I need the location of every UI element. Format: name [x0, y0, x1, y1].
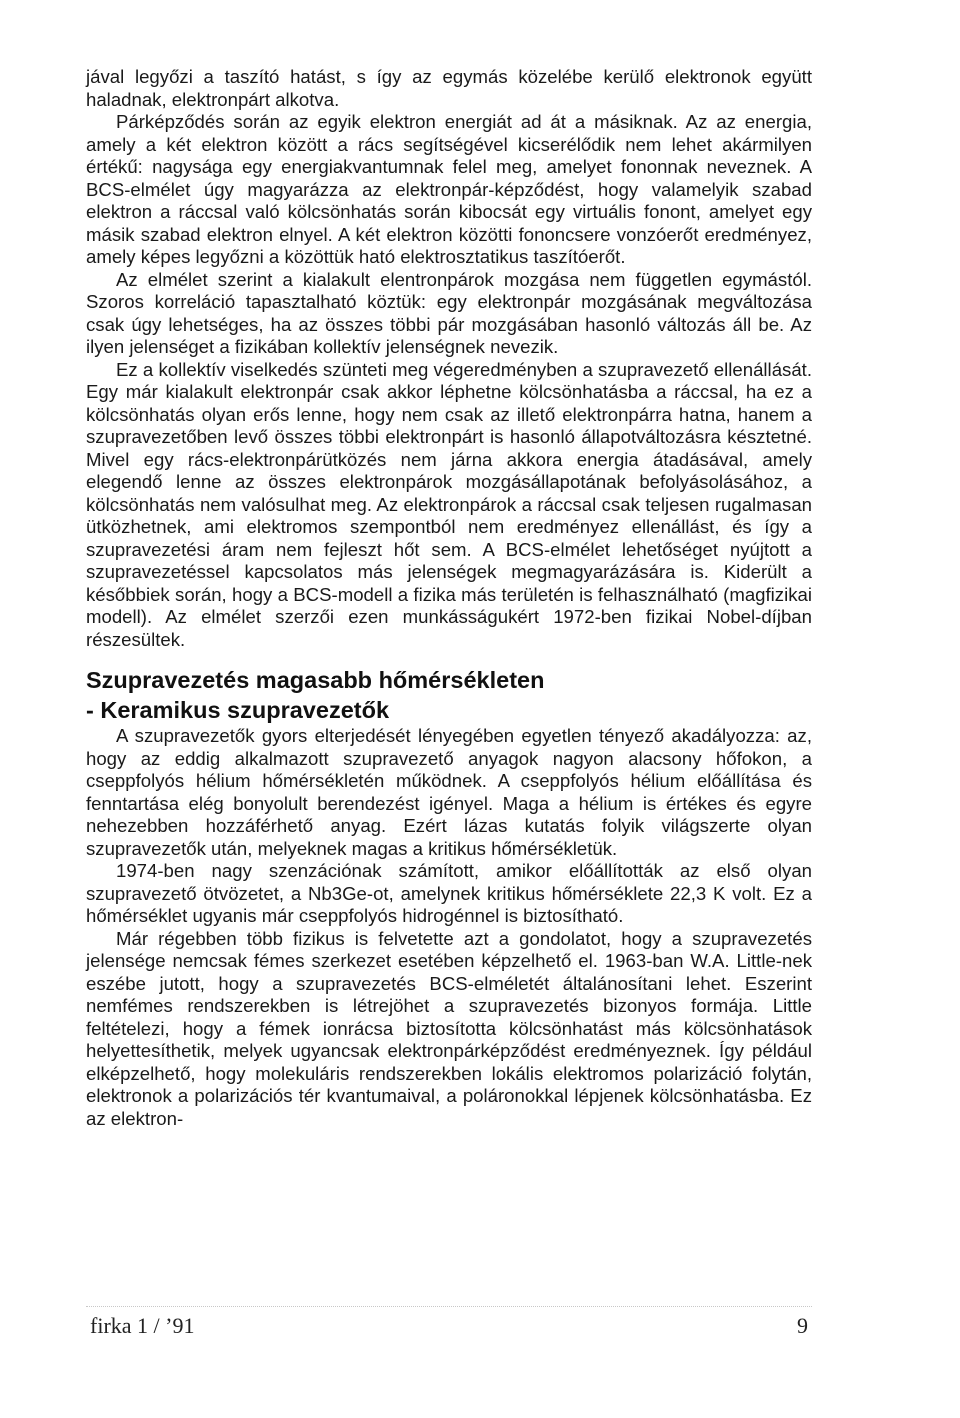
section-heading-line2: - Keramikus szupravezetők	[86, 697, 390, 723]
page-number: 9	[797, 1313, 808, 1338]
page-body	[86, 66, 812, 1130]
paragraph: 1974-ben nagy szenzációnak számított, amikor előállították az első olyan szupravezető ötvözetet, a Nb3Ge-ot, amelynek kritikus hőmérséklete 22,3 K volt. Ez a hőmérséklet ugyanis már cseppfolyós hidrogénnel is biztosítható.	[86, 860, 812, 926]
journal-issue: firka 1 / ’91	[90, 1313, 195, 1338]
paragraph: Az elmélet szerint a kialakult elentronpárok mozgása nem független egymástól. Szoros korreláció tapasztalható köztük: egy elektronpár mozgásának megváltozása csak úgy lehetséges, ha az összes többi pár mozgásában hasonló változás áll be. Az ilyen jelenséget a fizikában kollektív jelenségnek nevezik.	[86, 268, 812, 357]
paragraph: jával legyőzi a taszító hatást, s így az egymás közelébe kerülő elektronok együtt haladnak, elektronpárt alkotva.	[86, 66, 812, 110]
section-heading	[86, 665, 812, 725]
paragraph: Már régebben több fizikus is felvetette azt a gondolatot, hogy a szupravezetés jelensége nemcsak fémes szerkezet esetében képzelhető el. 1963-ban W.A. Little-nek eszébe jutott, hogy a szupravezetés BCS-elméletét általánosítani lehet. Eszerint nemfémes rendszerekben is létrejöhet a szupravezetés bizonyos formája. Little feltételezi, hogy a fémek ionrácsa biztosította kölcsönhatást más kölcsönhatások helyettesíthetik, melyek ugyancsak elektronpárképződést eredményeznek. Így például elképzelhető, hogy molekuláris rendszerekben lokális elektromos polarizáció folytán, elektronok a polarizációs tér kvantumaival, a poláronokkal lépjenek kölcsönhatásba. Ez az elektron-	[86, 927, 812, 1129]
page-footer	[86, 1306, 812, 1341]
paragraph: Párképződés során az egyik elektron energiát ad át a másiknak. Az az energia, amely a két elektron között a rács segítségével kicserélődik nem lehet akármilyen értékű: nagysága egy energiakvantumnak felel meg, amelyet fononnak neveznek. A BCS-elmélet úgy magyarázza az elektronpár-képződést, hogy valamelyik szabad elektron a ráccsal való kölcsönhatás során kibocsát egy virtuális fonont, amelyet egy másik szabad elektron elnyel. A két elektron közötti fononcsere vonzóerőt eredményez, amely képes legyőzni a közöttük ható elektrosztatikus taszítóerőt.	[86, 111, 812, 267]
paragraph: Ez a kollektív viselkedés szünteti meg végeredményben a szupravezető ellenállását. Egy már kialakult elektronpár csak akkor léphetne kölcsönhatásba a ráccsal, ha ez a kölcsönhatás olyan erős lenne, hogy nem csak az illető elektronpárra hatna, hanem a szupravezetőben levő összes többi elektronpárt is hasonló állapotváltozásra késztetné. Mivel egy rács-elektronpárütközés nem járna akkora energia átadásával, amely elegendő lenne az összes elektronpárok mozgásállapotának befolyásolásához, a kölcsönhatás nem valósulhat meg. Az elektronpárok a ráccsal csak teljesen rugalmasan ütközhetnek, ami elektromos szempontból nem eredményez ellenállást, és így a szupravezetési áram nem fejleszt hőt sem. A BCS-elmélet lehetőséget nyújtott a szupravezetéssel kapcsolatos más jelenségek megmagyarázására is. Kiderült a későbbiek során, hogy a BCS-modell a fizika más területén is felhasználható (magfizikai modell). Az elmélet szerzői ezen munkásságukért 1972-ben fizikai Nobel-díjban részesültek.	[86, 358, 812, 650]
section-heading-line1: Szupravezetés magasabb hőmérsékleten	[86, 667, 545, 693]
paragraph: A szupravezetők gyors elterjedését lényegében egyetlen tényező akadályozza: az, hogy az eddig alkalmazott szupravezető anyagok nagyon alacsony hőfokon, a cseppfolyós hélium hőmérsékletén működnek. A cseppfolyós hélium előállítása és fenntartása elég bonyolult berendezést igényel. Maga a hélium is értékes és egyre nehezebben hozzáférhető anyag. Ezért lázas kutatás folyik világszerte olyan szupravezetők után, melyeknek magas a kritikus hőmérsékletük.	[86, 725, 812, 859]
